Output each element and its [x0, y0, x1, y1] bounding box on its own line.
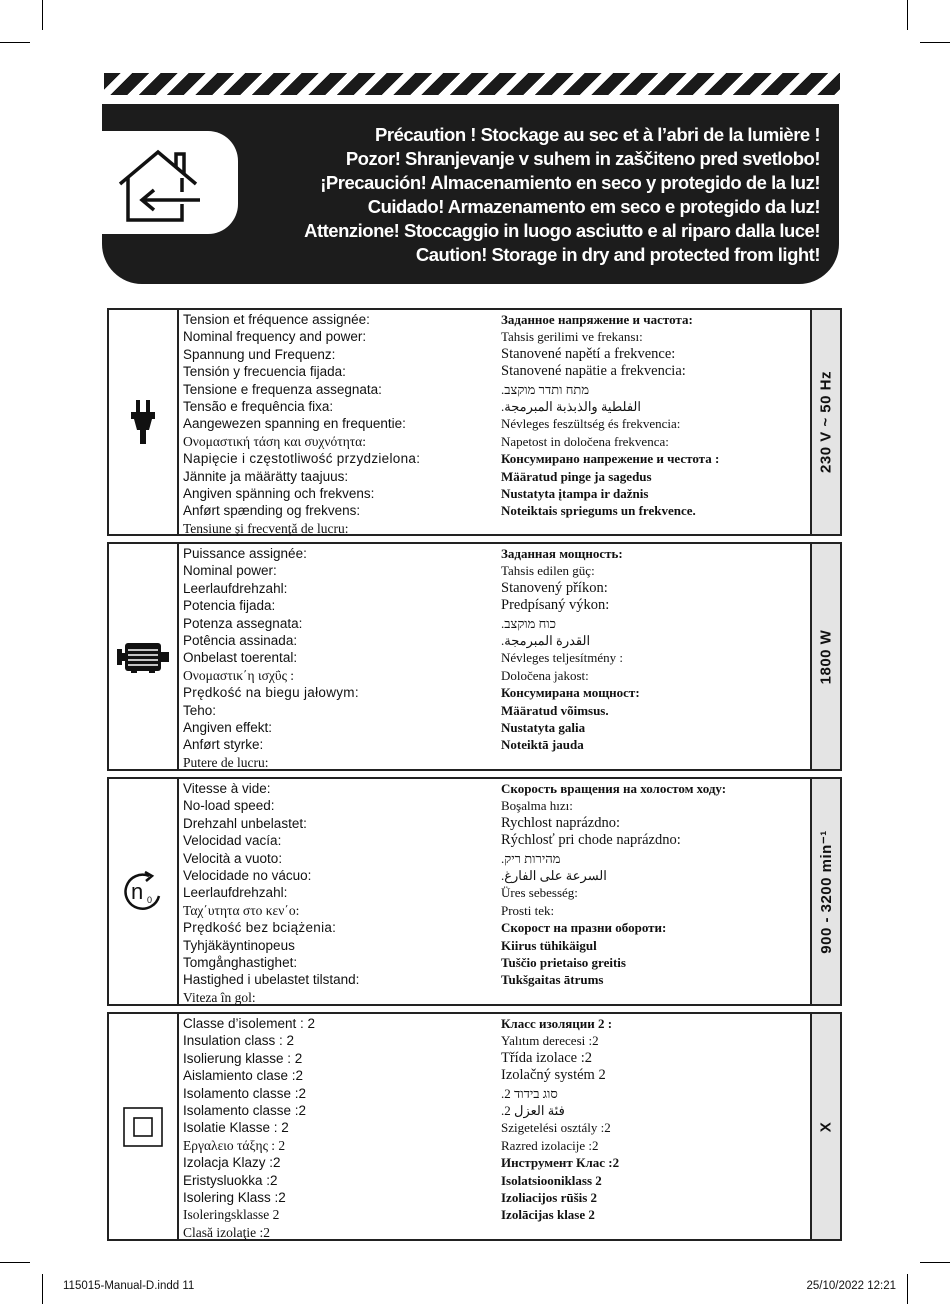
spec-label: Tomgånghastighet:: [183, 954, 298, 970]
spec-labels-right: [501, 1015, 619, 1224]
crop-mark: [42, 1274, 43, 1304]
spec-label: Hastighed i ubelastet tilstand:: [183, 972, 360, 988]
caution-line: Attenzione! Stoccaggio in luogo asciutto e al riparo dalla luce!: [304, 220, 820, 241]
spec-value-cell: [810, 1014, 840, 1239]
crop-mark: [42, 0, 43, 30]
spec-label: Nustatyta įtampa ir dažnis: [501, 485, 649, 501]
spec-label: Izolacja Klazy :2: [183, 1155, 281, 1171]
spec-label: Isolamento classe :2: [183, 1102, 307, 1118]
spec-label: Stanovený příkon:: [501, 579, 608, 596]
spec-label: Putere de lucru:: [183, 754, 269, 770]
spec-label: Ταχ΄υτητα στο κεν΄ο:: [183, 902, 300, 918]
spec-label: Angiven effekt:: [183, 719, 273, 735]
spec-label: Stanovené napětí a frekvence:: [501, 345, 676, 362]
spec-label: Ονομαστικ΄η ισχΰς :: [183, 667, 295, 683]
spec-value-cell: [810, 779, 840, 1004]
spec-label: Teho:: [183, 702, 217, 718]
spec-label: Tyhjäkäyntinopeus: [183, 937, 295, 953]
class-ii-insulation-icon: [123, 1107, 163, 1147]
plug-icon: [130, 400, 156, 444]
spec-label: السرعة على الفارغ.: [501, 867, 607, 883]
spec-label: סוג בידוד 2.: [501, 1085, 558, 1101]
spec-label: Spannung und Frequenz:: [183, 346, 336, 362]
spec-label: Szigetelési osztály :2: [501, 1120, 611, 1136]
icon-cell: [109, 1014, 179, 1239]
icon-cell: [109, 310, 179, 534]
spec-label: Заданное напряжение и частота:: [501, 312, 693, 327]
spec-label: Eristysluokka :2: [183, 1172, 278, 1188]
spec-labels-left: [183, 545, 359, 771]
spec-label: Üres sebesség:: [501, 885, 578, 901]
spec-label: Napięcie i częstotliwość przydzielona:: [183, 451, 421, 467]
crop-mark: [0, 42, 30, 43]
spec-label: Консумирана мощност:: [501, 685, 640, 701]
spec-label: Vitesse à vide:: [183, 781, 271, 796]
spec-labels-left: [183, 1015, 315, 1241]
spec-label: Tensiune şi frecvenţă de lucru:: [183, 520, 349, 536]
spec-label: Rychlost naprázdno:: [501, 814, 621, 831]
crop-mark: [920, 1262, 950, 1263]
spec-label: Potencia fijada:: [183, 598, 276, 614]
spec-label: Clasă izolaţie :2: [183, 1224, 270, 1240]
spec-label: Stanovené napätie a frekvencia:: [501, 363, 686, 380]
spec-label: מהירות ריק.: [501, 850, 561, 866]
footer-date: 25/10/2022 12:21: [806, 1280, 896, 1292]
power-spec-block: [107, 542, 842, 771]
spec-label: Razred izolacije :2: [501, 1137, 599, 1153]
spec-label: Insulation class : 2: [183, 1033, 295, 1049]
spec-label: Määratud võimsus.: [501, 702, 609, 718]
spec-label: Prędkość bez bciążenia:: [183, 920, 337, 936]
spec-label: Anført spænding og frekvens:: [183, 503, 361, 519]
spec-label: Isolierung klasse : 2: [183, 1050, 303, 1066]
motor-icon: [117, 641, 169, 673]
spec-value: X: [817, 1121, 835, 1132]
spec-label: فئة العزل 2.: [501, 1102, 565, 1118]
spec-value: 230 V ~ 50 Hz: [817, 371, 835, 473]
icon-cell: [109, 779, 179, 1004]
spec-label: Nominal frequency and power:: [183, 329, 367, 345]
spec-label: Onbelast toerental:: [183, 650, 298, 666]
spec-label: Tensión y frecuencia fijada:: [183, 364, 346, 380]
caution-line: ¡Precaución! Almacenamiento en seco y protegido de la luz!: [320, 172, 820, 193]
spec-label: Névleges teljesítmény :: [501, 650, 624, 666]
spec-labels-right: [501, 311, 719, 520]
spec-label: Noteiktā jauda: [501, 737, 584, 753]
svg-text:n: n: [131, 878, 144, 904]
spec-label: Puissance assignée:: [183, 546, 307, 561]
spec-label: Potência assinada:: [183, 632, 298, 648]
spec-label: Isolatie Klasse : 2: [183, 1120, 289, 1136]
caution-line: Précaution ! Stockage au sec et à l’abri de la lumière !: [375, 124, 820, 145]
spec-label: Заданная мощность:: [501, 546, 623, 561]
spec-label: Izolačný systém 2: [501, 1067, 606, 1084]
caution-line: Pozor! Shranjevanje v suhem in zaščiteno pred svetlobo!: [345, 148, 820, 169]
spec-label: Isoleringsklasse 2: [183, 1207, 280, 1223]
spec-labels-left: [183, 311, 420, 537]
spec-label: Leerlaufdrehzahl:: [183, 885, 288, 901]
svg-text:0: 0: [147, 894, 153, 905]
caution-text: [304, 123, 820, 267]
spec-label: Tuščio prietaiso greitis: [501, 954, 626, 970]
icon-cell: [109, 544, 179, 769]
spec-labels-right: [501, 545, 640, 754]
spec-label: Nustatyta galia: [501, 719, 586, 735]
spec-label: Класс изоляции 2 :: [501, 1016, 613, 1031]
spec-label: Potenza assegnata:: [183, 615, 303, 631]
spec-label: Viteza în gol:: [183, 989, 256, 1005]
spec-label: Aangewezen spanning en frequentie:: [183, 416, 406, 432]
spec-label: Třída izolace :2: [501, 1049, 592, 1066]
spec-label: الفلطية والذبذبة المبرمجة.: [501, 398, 641, 414]
spec-label: Prosti tek:: [501, 902, 555, 918]
spec-label: Jännite ja määrätty taajuus:: [183, 468, 349, 484]
crop-mark: [907, 0, 908, 30]
spec-label: Määratud pinge ja sagedus: [501, 468, 652, 484]
spec-value-cell: [810, 544, 840, 769]
voltage-spec-block: [107, 308, 842, 536]
spec-label: Predpísaný výkon:: [501, 597, 610, 614]
spec-labels-left: [183, 780, 359, 1006]
spec-label: Isolering Klass :2: [183, 1189, 286, 1205]
spec-label: Noteiktais spriegums un frekvence.: [501, 503, 696, 519]
spec-label: Napetost in določena frekvenca:: [501, 433, 669, 449]
crop-mark: [0, 1262, 30, 1263]
spec-label: Tensão e frequência fixa:: [183, 398, 334, 414]
spec-label: Tukšgaitas ātrums: [501, 972, 604, 988]
spec-value: 1800 W: [817, 629, 835, 684]
spec-label: Drehzahl unbelastet:: [183, 815, 307, 831]
spec-label: Velocidad vacía:: [183, 833, 282, 849]
spec-label: Инструмент Клас :2: [501, 1155, 620, 1171]
spec-label: Kiirus tühikäigul: [501, 937, 597, 953]
spec-value-cell: [810, 310, 840, 534]
spec-value: 900 - 3200 min⁻¹: [818, 829, 835, 954]
insulation-spec-block: [107, 1012, 842, 1241]
hazard-stripes: [104, 73, 840, 95]
spec-label: מתח ותדר מוקצב.: [501, 381, 590, 397]
spec-label: Εργαλειο τάξης : 2: [183, 1137, 286, 1153]
spec-label: Скорость вращения на холостом ходу:: [501, 781, 727, 796]
spec-label: Ονομαστική τάση και συχνότητα:: [183, 433, 367, 449]
spec-label: Rýchlosť pri chode naprázdno:: [501, 832, 681, 849]
spec-label: Névleges feszültség és frekvencia:: [501, 416, 681, 432]
spec-label: القدرة المبرمجة.: [501, 632, 591, 648]
spec-label: Aislamiento clase :2: [183, 1068, 304, 1084]
store-indoors-icon: [114, 146, 204, 226]
crop-mark: [920, 42, 950, 43]
spec-label: Isolamento classe :2: [183, 1085, 307, 1101]
spec-label: No-load speed:: [183, 798, 275, 814]
spec-label: Isolatsiooniklass 2: [501, 1172, 602, 1188]
spec-label: Anført styrke:: [183, 737, 264, 753]
spec-label: Leerlaufdrehzahl:: [183, 580, 288, 596]
spec-label: Nominal power:: [183, 563, 277, 579]
spec-label: Določena jakost:: [501, 667, 589, 683]
caution-line: Cuidado! Armazenamento em seco e protegido da luz!: [367, 196, 820, 217]
spec-label: Velocidade no vácuo:: [183, 867, 312, 883]
spec-label: כוח מוקצב.: [501, 615, 556, 631]
footer-file: 115015-Manual-D.indd 11: [63, 1280, 195, 1292]
spec-label: Classe d’isolement : 2: [183, 1016, 316, 1031]
spec-label: Velocità a vuoto:: [183, 850, 283, 866]
spec-label: Скорост на празни обороти:: [501, 920, 667, 936]
spec-label: Prędkość na biegu jałowym:: [183, 685, 359, 701]
spec-label: Tensione e frequenza assegnata:: [183, 381, 382, 397]
spec-label: Boşalma hızı:: [501, 798, 573, 814]
spec-label: Консумирано напрежение и честота :: [501, 451, 720, 467]
caution-line: Caution! Storage in dry and protected from light!: [415, 244, 820, 265]
spec-label: Tension et fréquence assignée:: [183, 312, 370, 327]
spec-label: Tahsis edilen güç:: [501, 563, 595, 579]
spec-label: Tahsis gerilimi ve frekansı:: [501, 329, 643, 345]
spec-label: Angiven spänning och frekvens:: [183, 485, 375, 501]
speed-spec-block: [107, 777, 842, 1006]
spec-label: Izoliacijos rūšis 2: [501, 1189, 598, 1205]
spec-label: Yalıtım derecesi :2: [501, 1033, 599, 1049]
spec-labels-right: [501, 780, 726, 989]
crop-mark: [907, 1274, 908, 1304]
no-load-speed-icon: [121, 870, 165, 914]
spec-label: Izolācijas klase 2: [501, 1207, 595, 1223]
